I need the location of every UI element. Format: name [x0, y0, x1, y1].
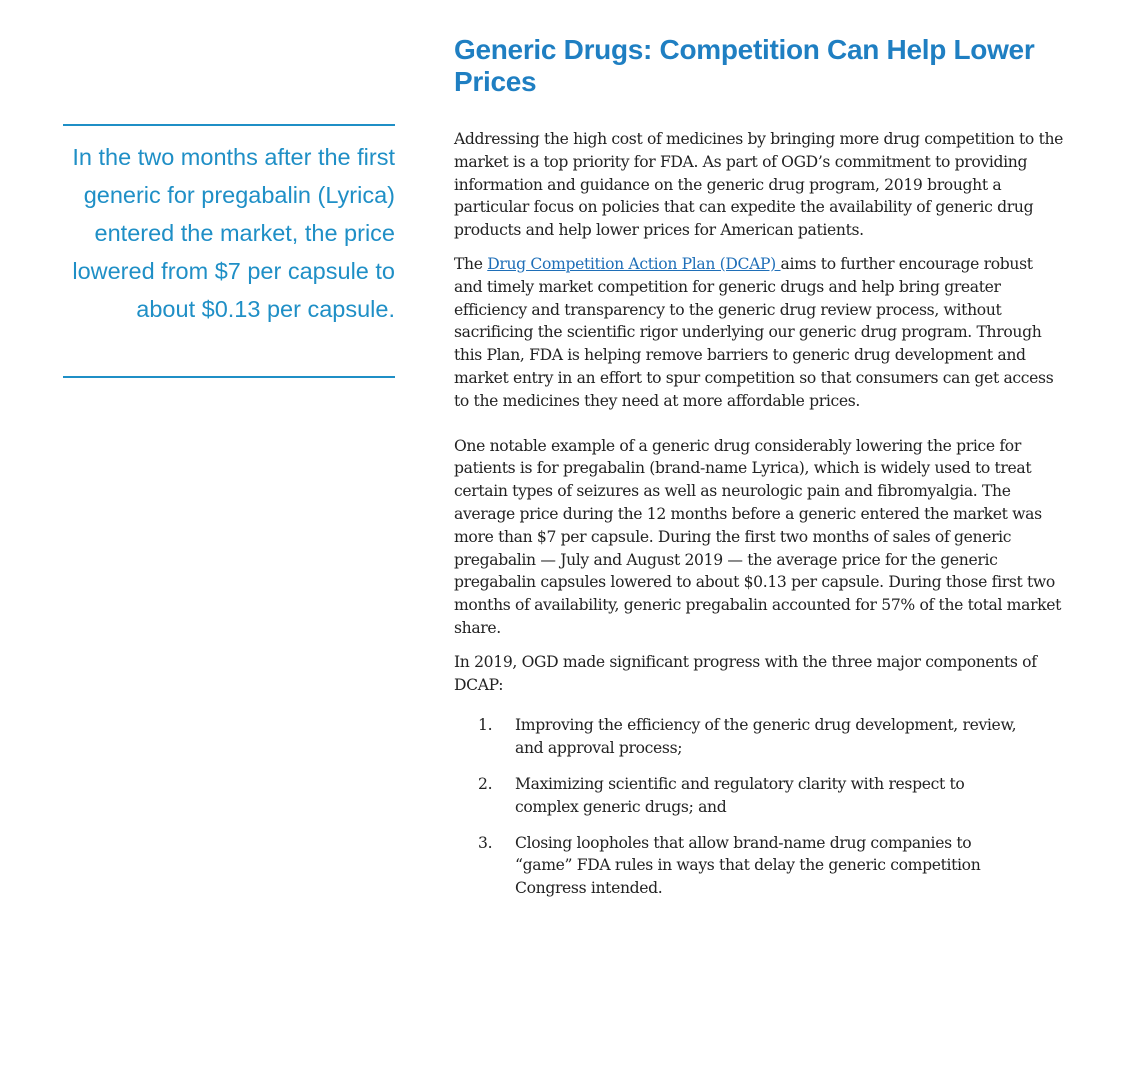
paragraph-pregabalin: One notable example of a generic drug considerably lowering the price for patients is for pregabalin (brand-name Lyrica), which is widely used to treat certain types of seizures as well as neurologic pain and fibromyalgia. The average price during the 12 months before a generic entered the market was more than $7 per capsule. During the first two months of sales of generic pregabalin — July and August 2019 — the average price for the generic pregabalin capsules lowered to about $0.13 per capsule. During those first two months of availability, generic pregabalin accounted for 57% of the total market share. [454, 436, 1062, 637]
paragraph-dcap-rest: aims to further encourage robust and timely market competition for generic drugs and help bring greater efficiency and transparency to the generic drug review process, without sacrificing the scientific rigor underlying our generic drug program. Through this Plan, FDA is helping remove barriers to generic drug development and market entry in an effort to spur competition so that consumers can get access to the medicines they need at more affordable prices. [454, 254, 1054, 410]
pull-quote-text: In the two months after the first generic for pregabalin (Lyrica) entered the market, the price lowered from $7 per capsule to about $0.13 per capsule. [72, 144, 395, 322]
list-item-number: 3. [478, 833, 493, 852]
dcap-link[interactable]: Drug Competition Action Plan (DCAP) [487, 254, 781, 273]
dcap-components-list [454, 714, 1064, 900]
paragraph-components: In 2019, OGD made significant progress with the three major components of DCAP: [454, 652, 1037, 694]
paragraph-dcap [454, 253, 1064, 413]
article [454, 34, 1064, 913]
list-item [478, 832, 1064, 900]
article-title: Generic Drugs: Competition Can Help Lower Prices [454, 34, 1035, 97]
pull-quote [63, 124, 395, 378]
list-item-text: Improving the efficiency of the generic drug development, review, and approval process; [515, 716, 1017, 758]
paragraph-intro: Addressing the high cost of medicines by bringing more drug competition to the market is a top priority for FDA. As part of OGD’s commitment to providing information and guidance on the generic drug program, 2019 brought a particular focus on policies that can expedite the availability of generic drug products and help lower prices for American patients. [454, 130, 1064, 240]
list-item-text: Maximizing scientific and regulatory clarity with respect to complex generic drugs; and [515, 774, 965, 816]
list-item [478, 773, 1064, 819]
list-item-number: 2. [478, 774, 493, 793]
list-item-number: 1. [478, 716, 493, 735]
list-item-text: Closing loopholes that allow brand-name drug companies to “game” FDA rules in ways that delay the generic competition Congress intended. [515, 833, 981, 898]
list-item [478, 714, 1064, 760]
paragraph-dcap-prefix: The [454, 254, 488, 273]
